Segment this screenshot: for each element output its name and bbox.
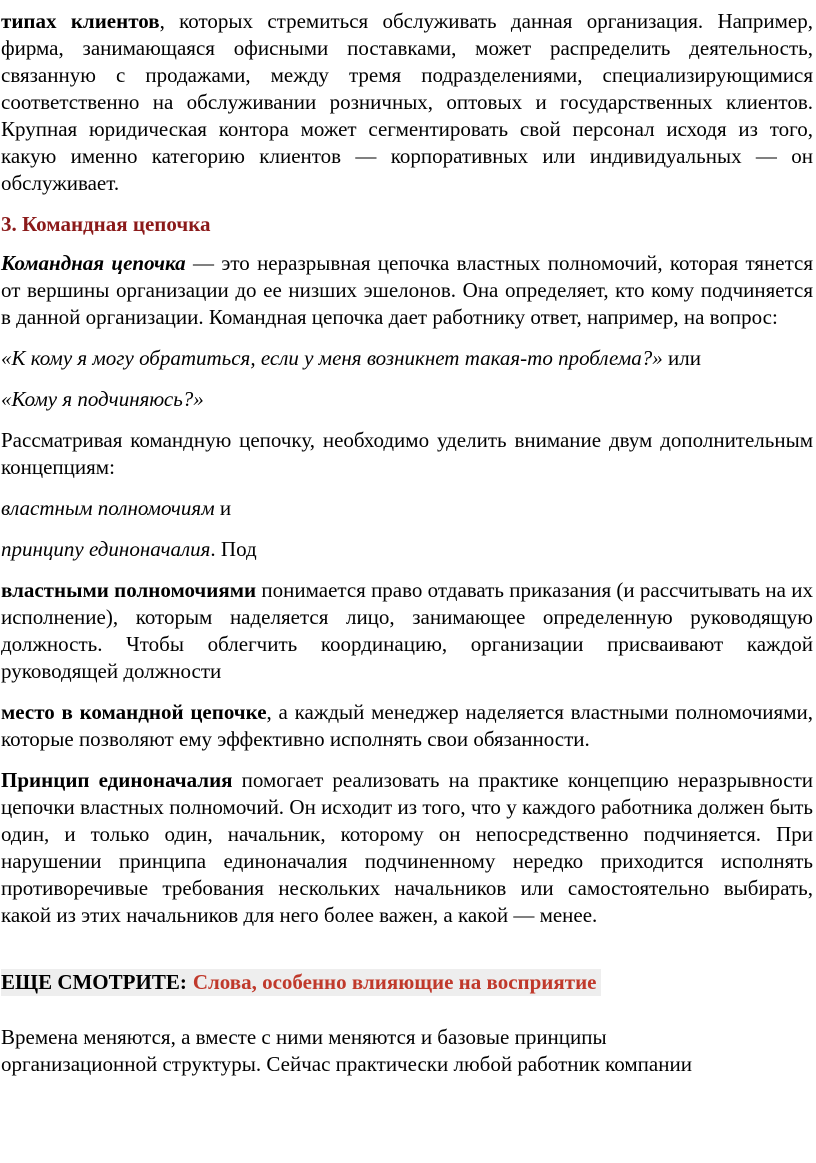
paragraph-text: , а каждый менеджер наделяется властными полномочиями, которые позволяют ему эффективно исполнять свои обязанности. [1,700,813,751]
paragraph-chain-place [1,699,813,753]
bold-term: место в командной цепочке [1,700,267,724]
concept-suffix: . Под [210,537,257,561]
term-definition [1,251,186,275]
concept-suffix: и [214,496,232,520]
question-2 [1,386,813,413]
bold-term: властными полномочиями [1,578,257,602]
paragraph-unity-of-command [1,767,813,929]
concept-2 [1,536,813,563]
paragraph-concepts-intro [1,427,813,481]
paragraph-text: , которых стремиться обслуживать данная организация. Например, фирма, занимающаяся офисными поставками, может распределить деятельность, связанную с продажами, между тремя подразделениями, специализирующимися соответственно на обслуживании розничных, оптовых и государственных клиентов. Крупная юридическая контора может сегментировать свой персонал исходя из того, какую именно категорию клиентов — корпоративных или индивидуальных — он обслуживает. [1,9,813,195]
paragraph-text: помогает реализовать на практике концепцию неразрывности цепочки властных полномочий. Он исходит из того, что у каждого работника должен быть один, и только один, начальник, которому он непосредственно подчиняется. При нарушении принципа единоначалия подчиненному нередко приходится исполнять противоречивые требования нескольких начальников или самостоятельно выбирать, какой из этих начальников для него более важен, а какой — менее. [1,768,813,927]
concept-italic: принципу единоначалия [1,537,211,561]
concept-1 [1,495,813,522]
question-italic: «К кому я могу обратиться, если у меня возникнет такая-то проблема?» [1,346,663,370]
see-also-label: ЕЩЕ СМОТРИТЕ: [1,970,187,994]
paragraph-authority [1,577,813,685]
paragraph-line-1: Времена меняются, а вместе с ними меняются и базовые принципы [1,1025,607,1049]
see-also-block [1,969,601,996]
bold-term: Принцип единоначалия [1,768,233,792]
paragraph-client-types [1,8,813,197]
paragraph-chain-of-command [1,250,813,331]
paragraph-text: понимается право отдавать приказания (и рассчитывать на их исполнение), которым наделяется лицо, занимающее определенную руководящую должность. Чтобы облегчить координацию, организации присваивают каждой руководящей должности [1,578,813,683]
question-suffix: или [662,346,701,370]
see-also-link[interactable]: Слова, особенно влияющие на восприятие [192,970,597,994]
question-italic: «Кому я подчиняюсь?» [1,387,204,411]
question-1 [1,345,813,372]
paragraph-times-change [1,1024,813,1078]
term-italic: Командная цепочка [1,251,186,275]
bold-term: типах клиентов [1,9,160,33]
section-heading: 3. Командная цепочка [1,212,211,236]
paragraph-text: — это неразрывная цепочка властных полномочий, которая тянется от вершины организации до ее низших эшелонов. Она определяет, кто кому подчиняется в данной организации. Командная цепочка дает работнику ответ, например, на вопрос: [1,251,813,329]
concept-italic: властным полномочиям [1,496,215,520]
paragraph-text: Рассматривая командную цепочку, необходимо уделить внимание двум дополнительным концепциям: [1,428,813,479]
paragraph-line-2: организационной структуры. Сейчас практически любой работник компании [1,1052,692,1076]
